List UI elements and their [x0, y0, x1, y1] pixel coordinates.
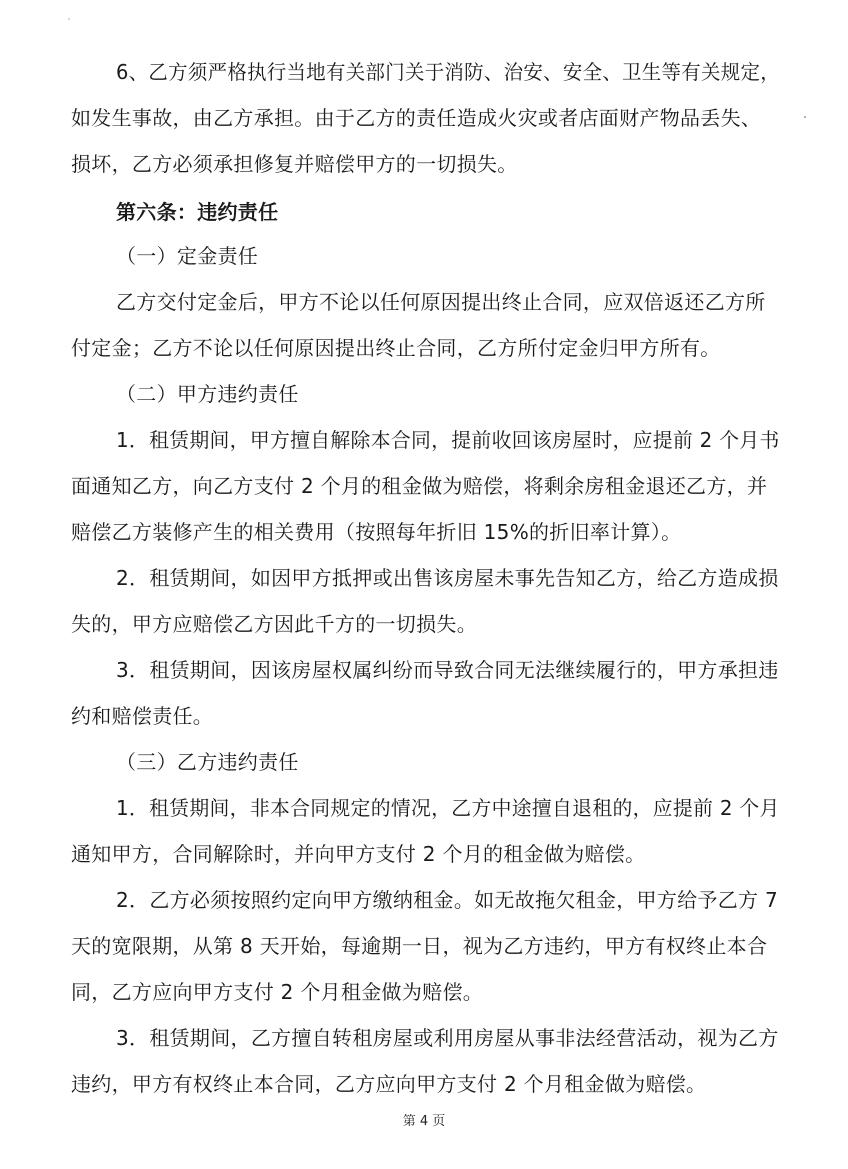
section3-item2-line-3: 同，乙方应向甲方支付 2 个月租金做为赔偿。 — [71, 980, 484, 1004]
section1-title: （一）定金责任 — [116, 244, 259, 268]
section2-item2-line-2: 失的，甲方应赔偿乙方因此千方的一切损失。 — [71, 612, 477, 636]
clause6-line-1: 6、乙方须严格执行当地有关部门关于消防、治安、安全、卫生等有关规定， — [116, 60, 780, 84]
section1-body-line-2: 付定金；乙方不论以任何原因提出终止合同，乙方所付定金归甲方所有。 — [71, 336, 721, 360]
section1-body-line-1: 乙方交付定金后，甲方不论以任何原因提出终止合同，应双倍返还乙方所 — [116, 290, 766, 314]
section2-title: （二）甲方违约责任 — [116, 382, 299, 406]
scan-speck — [68, 18, 70, 20]
section3-item2-line-2: 天的宽限期，从第 8 天开始，每逾期一日，视为乙方违约，甲方有权终止本合 — [71, 934, 768, 958]
section2-item2-line-1: 2．租赁期间，如因甲方抵押或出售该房屋未事先告知乙方，给乙方造成损 — [116, 566, 779, 590]
article6-title: 第六条：违约责任 — [116, 200, 279, 224]
section2-item3-line-1: 3．租赁期间，因该房屋权属纠纷而导致合同无法继续履行的，甲方承担违 — [116, 658, 779, 682]
section3-item2-line-1: 2．乙方必须按照约定向甲方缴纳租金。如无故拖欠租金，甲方给予乙方 7 — [116, 888, 779, 912]
clause6-line-2: 如发生事故，由乙方承担。由于乙方的责任造成火灾或者店面财产物品丢失、 — [71, 106, 762, 130]
section2-item1-line-3: 赔偿乙方装修产生的相关费用（按照每年折旧 15%的折旧率计算）。 — [71, 520, 682, 544]
scan-speck — [804, 116, 806, 118]
section3-item1-line-2: 通知甲方，合同解除时，并向甲方支付 2 个月的租金做为赔偿。 — [71, 842, 646, 866]
section2-item3-line-2: 约和赔偿责任。 — [71, 704, 214, 728]
section3-item1-line-1: 1．租赁期间，非本合同规定的情况，乙方中途擅自退租的，应提前 2 个月 — [116, 796, 780, 820]
section2-item1-line-2: 面通知乙方，向乙方支付 2 个月的租金做为赔偿，将剩余房租金退还乙方，并 — [71, 474, 768, 498]
clause6-line-3: 损坏，乙方必须承担修复并赔偿甲方的一切损失。 — [71, 152, 518, 176]
section3-title: （三）乙方违约责任 — [116, 750, 299, 774]
section3-item3-line-2: 违约，甲方有权终止本合同，乙方应向甲方支付 2 个月租金做为赔偿。 — [71, 1072, 707, 1096]
section2-item1-line-1: 1．租赁期间，甲方擅自解除本合同，提前收回该房屋时，应提前 2 个月书 — [116, 428, 780, 452]
section3-item3-line-1: 3．租赁期间，乙方擅自转租房屋或利用房屋从事非法经营活动，视为乙方 — [116, 1026, 779, 1050]
page-footer: 第 4 页 — [402, 1114, 446, 1129]
